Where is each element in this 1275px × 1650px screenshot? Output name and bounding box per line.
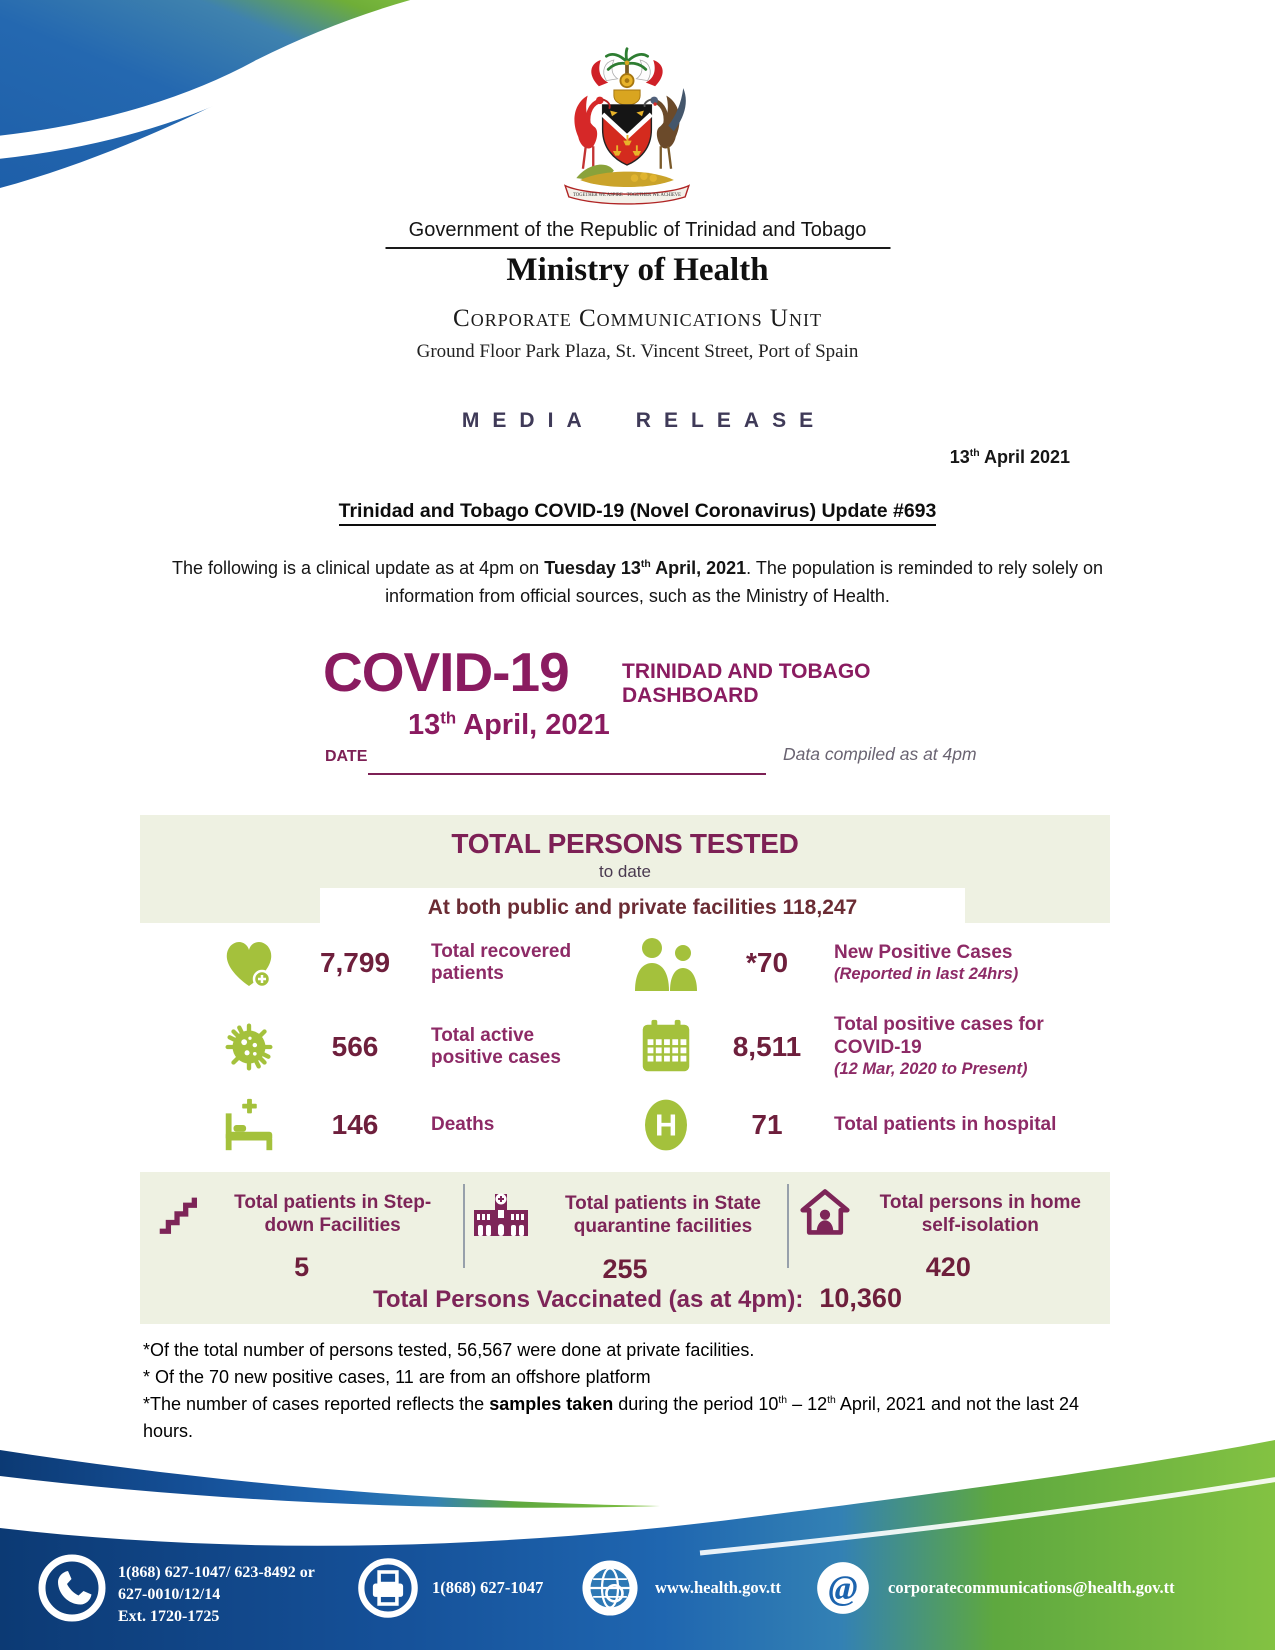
facilities-total-line: At both public and private facilities 118,247 bbox=[320, 888, 965, 928]
svg-text:H: H bbox=[654, 1108, 678, 1143]
footnote-1: *Of the total number of persons tested, 56,567 were done at private facilities. bbox=[143, 1340, 755, 1360]
fax-icon bbox=[356, 1556, 420, 1625]
hospital-bed-icon bbox=[205, 1093, 293, 1157]
stat-hospital: H 71 Total patients in hospital bbox=[618, 1086, 1118, 1164]
phone-numbers: 1(868) 627-1047/ 623-8492 or 627-0010/12/14 Ext. 1720-1725 bbox=[118, 1564, 315, 1626]
footnote-3: *The number of cases reported reflects the samples taken during the period 10th – 12th April, 2021 and not the last 24 hours. bbox=[143, 1394, 1080, 1441]
facilities-divider bbox=[787, 1184, 789, 1268]
intro-paragraph: The following is a clinical update as at 4pm on Tuesday 13th April, 2021. The population is reminded to rely solely on information from official sources, such as the Ministry of Health. bbox=[171, 558, 1104, 606]
release-date: 13th April 2021 bbox=[949, 447, 1070, 467]
footnotes bbox=[143, 1337, 1101, 1445]
globe-icon bbox=[578, 1556, 642, 1625]
website-text: www.health.gov.tt bbox=[655, 1578, 782, 1597]
dashboard-date-underline bbox=[368, 773, 766, 775]
at-icon bbox=[813, 1558, 873, 1623]
phone-icon bbox=[36, 1552, 108, 1629]
ministry-title: Ministry of Health bbox=[506, 252, 769, 288]
state-quarantine-icon bbox=[469, 1186, 533, 1245]
address-line: Ground Floor Park Plaza, St. Vincent Street, Port of Spain bbox=[416, 341, 859, 362]
top-wave-decoration bbox=[0, 0, 450, 215]
home-isolation-icon bbox=[799, 1186, 851, 1243]
virus-icon bbox=[205, 1015, 293, 1079]
stat-new-positive: *70 New Positive Cases (Reported in last 24hrs) bbox=[618, 924, 1118, 1002]
tested-title: TOTAL PERSONS TESTED bbox=[451, 828, 799, 859]
data-compiled-note: Data compiled as at 4pm bbox=[783, 744, 977, 764]
facilities-divider bbox=[463, 1184, 465, 1268]
email-text: corporatecommunications@health.gov.tt bbox=[888, 1578, 1175, 1597]
calendar-icon bbox=[618, 1015, 714, 1079]
dashboard-title: COVID-19 bbox=[323, 641, 569, 703]
media-release-title: MEDIA RELEASE bbox=[461, 409, 827, 432]
stat-deaths: 146 Deaths bbox=[205, 1086, 625, 1164]
step-down-icon bbox=[153, 1186, 203, 1243]
coat-of-arms bbox=[552, 40, 702, 215]
people-icon bbox=[618, 933, 714, 993]
svg-text:@: @ bbox=[828, 1568, 858, 1608]
stat-recovered: 7,799 Total recovered patients bbox=[205, 924, 625, 1002]
dashboard-date: 13th April, 2021 bbox=[408, 708, 610, 741]
update-headline: Trinidad and Tobago COVID-19 (Novel Coronavirus) Update #693 bbox=[0, 500, 1275, 523]
tested-subtitle: to date bbox=[599, 862, 651, 881]
facility-quarantine: Total patients in State quarantine facilities 255 bbox=[463, 1172, 786, 1324]
header-divider bbox=[385, 247, 890, 249]
vaccinated-line: Total Persons Vaccinated (as at 4pm): 10,360 bbox=[373, 1283, 902, 1313]
communications-unit: Corporate Communications Unit bbox=[453, 305, 822, 332]
footnote-2: * Of the 70 new positive cases, 11 are from an offshore platform bbox=[143, 1367, 651, 1387]
facility-home-isolation: Total persons in home self-isolation 420 bbox=[787, 1172, 1110, 1324]
recovered-heart-icon bbox=[205, 931, 293, 995]
stat-active-cases: 566 Total active positive cases bbox=[205, 1008, 625, 1086]
dashboard-subtitle: TRINIDAD AND TOBAGO DASHBOARD bbox=[622, 660, 871, 708]
svg-text:TOGETHER WE ASPIRE · TOGETHER: TOGETHER WE ASPIRE · TOGETHER WE ACHIEVE bbox=[572, 192, 682, 198]
stat-total-positive: 8,511 Total positive cases for COVID-19 (12 Mar, 2020 to Present) bbox=[618, 1008, 1118, 1086]
hospital-h-icon bbox=[618, 1093, 714, 1157]
fax-number: 1(868) 627-1047 bbox=[432, 1578, 544, 1597]
dashboard-date-label: DATE bbox=[325, 748, 368, 765]
facility-step-down: Total patients in Step-down Facilities 5 bbox=[140, 1172, 463, 1324]
government-line: Government of the Republic of Trinidad and Tobago bbox=[408, 219, 867, 241]
